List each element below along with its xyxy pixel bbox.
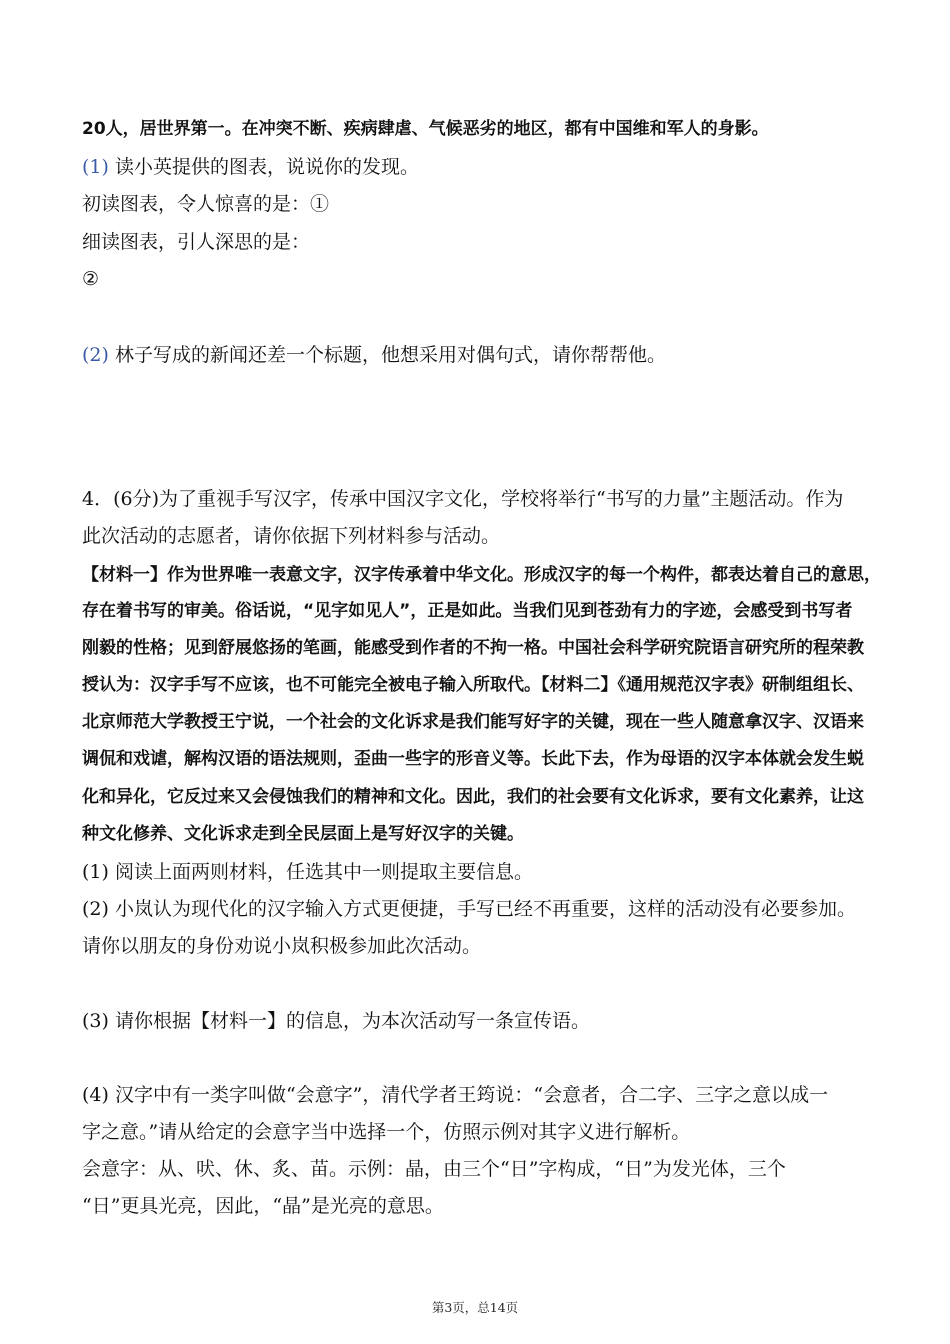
question-4-sub-3: (3) 请你根据【材料一】的信息，为本次活动写一条宣传语。 bbox=[82, 1010, 590, 1032]
question-4-sub-2-cont: 请你以朋友的身份劝说小岚积极参加此次活动。 bbox=[82, 935, 482, 957]
sub-question-text: 读小英提供的图表，说说你的发现。 bbox=[108, 156, 419, 178]
question-3-sub-1 bbox=[82, 158, 419, 177]
material-line-1: 【材料一】作为世界唯一表意文字，汉字传承着中华文化。形成汉字的每一个构件，都表达着自己的意思， bbox=[82, 565, 881, 585]
detail-read-line: 细读图表，引人深思的是： bbox=[82, 231, 311, 253]
question-4-example-line-2: “日”更具光亮，因此，“晶”是光亮的意思。 bbox=[82, 1195, 444, 1217]
question-4-example-line-1: 会意字：从、吠、休、炙、苗。示例：晶，由三个“日”字构成，“日”为发光体，三个 bbox=[82, 1158, 786, 1180]
material-line-8: 种文化修养、文化诉求走到全民层面上是写好汉字的关键。 bbox=[82, 824, 524, 844]
answer-mark-2: ② bbox=[82, 268, 100, 290]
material-line-5: 北京师范大学教授王宁说，一个社会的文化诉求是我们能写好字的关键，现在一些人随意拿汉字、汉语来 bbox=[82, 712, 864, 732]
question-4-intro-line-1: 4．(6分)为了重视手写汉字，传承中国汉字文化，学校将举行“书写的力量”主题活动。作为 bbox=[82, 488, 844, 510]
material-tail-line: 20人，居世界第一。在冲突不断、疾病肆虐、气候恶劣的地区，都有中国维和军人的身影。 bbox=[82, 119, 769, 139]
material-line-4: 授认为：汉字手写不应该，也不可能完全被电子输入所取代。【材料二】《通用规范汉字表》研制组组长、 bbox=[82, 675, 864, 695]
page-footer: 第3页，总14页 bbox=[431, 1300, 519, 1315]
material-line-2: 存在着书写的审美。俗话说，“见字如见人”，正是如此。当我们见到苍劲有力的字迹，会感受到书写者 bbox=[82, 601, 853, 621]
question-4-sub-4: (4) 汉字中有一类字叫做“会意字”，清代学者王筠说：“会意者，合二字、三字之意以成一 bbox=[82, 1084, 829, 1106]
material-line-3: 刚毅的性格；见到舒展悠扬的笔画，能感受到作者的不拘一格。中国社会科学研究院语言研究所的程荣教 bbox=[82, 638, 864, 658]
question-3-sub-2 bbox=[82, 346, 666, 365]
sub-question-number: (1) bbox=[82, 156, 109, 178]
question-4-sub-4-cont: 字之意。”请从给定的会意字当中选择一个，仿照示例对其字义进行解析。 bbox=[82, 1121, 691, 1143]
material-line-7: 化和异化，它反过来又会侵蚀我们的精神和文化。因此，我们的社会要有文化诉求，要有文化素养，让这 bbox=[82, 787, 864, 807]
sub-question-text: 林子写成的新闻还差一个标题，他想采用对偶句式，请你帮帮他。 bbox=[108, 344, 666, 366]
first-read-line: 初读图表，令人惊喜的是：① bbox=[82, 193, 330, 215]
question-4-intro-line-2: 此次活动的志愿者，请你依据下列材料参与活动。 bbox=[82, 525, 501, 547]
sub-question-number: (2) bbox=[82, 344, 109, 366]
question-4-sub-2: (2) 小岚认为现代化的汉字输入方式更便捷，手写已经不再重要，这样的活动没有必要参加。 bbox=[82, 898, 856, 920]
question-4-sub-1: (1) 阅读上面两则材料，任选其中一则提取主要信息。 bbox=[82, 861, 533, 883]
material-line-6: 调侃和戏谑，解构汉语的语法规则，歪曲一些字的形音义等。长此下去，作为母语的汉字本体就会发生蜕 bbox=[82, 749, 864, 769]
